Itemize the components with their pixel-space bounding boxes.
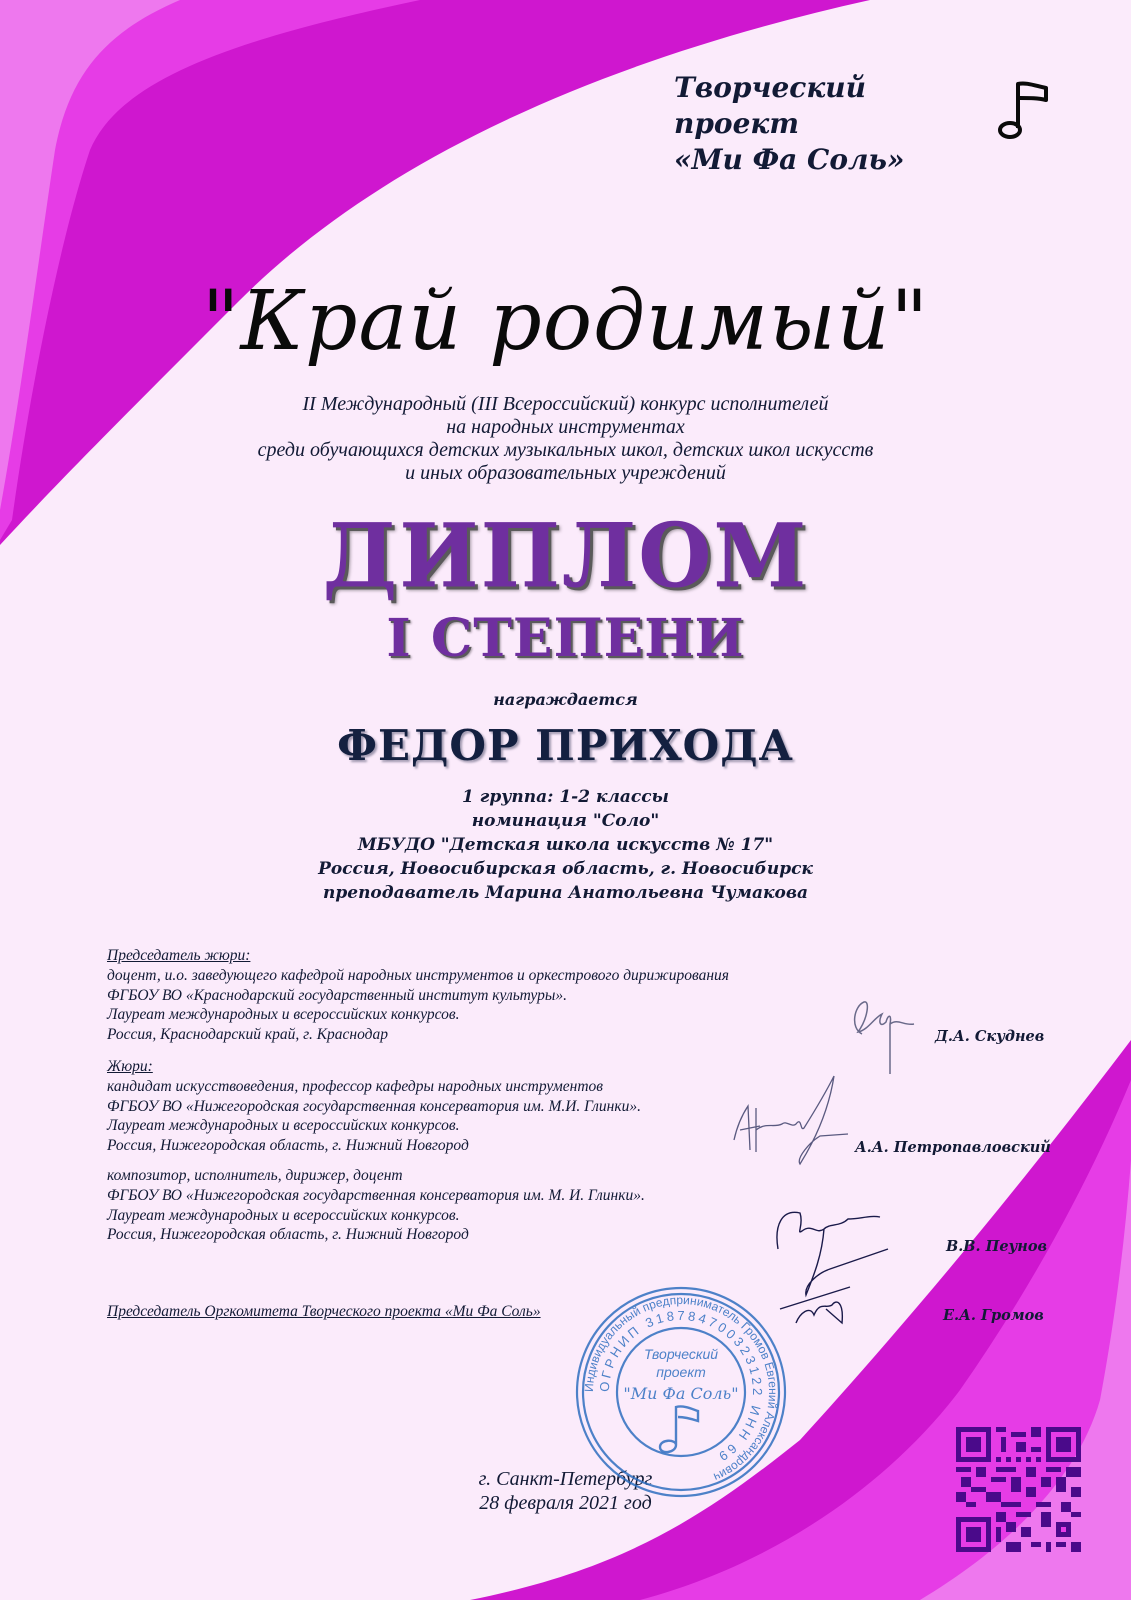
jury-member-2-signer: В.В. Пеунов [946,1238,1048,1255]
recipient-name: ФЕДОР ПРИХОДА [337,721,794,770]
detail-school: МБУДО "Детская школа искусств № 17" [357,835,774,855]
organization-stamp [572,1283,790,1501]
qr-code[interactable] [956,1427,1081,1552]
jury-member-1-signer: А.А. Петропавловский [855,1139,1051,1156]
signature-petropavlovsky [730,1072,850,1172]
stamp-center-line-3: "Ми Фа Соль" [623,1384,739,1403]
jury-member-line: ФГБОУ ВО «Нижегородская государственная консерватория им. М. И. Глинки». [107,1186,645,1204]
detail-location: Россия, Новосибирская область, г. Новосибирск [318,859,813,879]
signature-skudnev [848,988,928,1078]
stamp-center-line-1: Творческий [643,1346,719,1362]
detail-group: 1 группа: 1-2 классы [462,787,669,807]
org-committee-signer: Е.А. Громов [943,1307,1044,1324]
jury-chair-line: Россия, Краснодарский край, г. Краснодар [107,1026,388,1044]
stamp-ring-text: Индивидуальный предприниматель Громов Евгений Александрович [581,1292,781,1485]
footer-city: г. Санкт-Петербург [478,1468,653,1490]
subtitle-line: и иных образовательных учреждений [405,462,726,484]
jury-heading: Жюри: [107,1058,153,1075]
stamp-note-icon [660,1406,698,1452]
stamp-center-line-2: проект [656,1364,706,1380]
jury-chair-signer: Д.А. Скуднев [935,1028,1045,1045]
jury-member-line: ФГБОУ ВО «Нижегородская государственная консерватория им. М.И. Глинки». [107,1097,642,1115]
jury-member-line: композитор, исполнитель, дирижер, доцент [107,1167,403,1184]
music-note-icon [996,76,1052,142]
diploma-heading: ДИПЛОМ [322,503,809,608]
diploma-degree: I СТЕПЕНИ [386,608,745,669]
brand-title [674,70,994,178]
contest-title: "Край родимый" [201,274,930,369]
subtitle-line: среди обучающихся детских музыкальных школ, детских школ искусств [257,439,874,461]
contest-subtitle [0,393,1131,485]
org-committee-heading: Председатель Оргкомитета Творческого проекта «Ми Фа Соль» [107,1303,541,1320]
footer-date: 28 февраля 2021 год [479,1492,652,1514]
jury-chair-line: Лауреат международных и всероссийских конкурсов. [107,1006,460,1024]
jury-chair-line: доцент, и.о. заведующего кафедрой народных инструментов и оркестрового дирижирования [107,966,729,984]
jury-chair-line: ФГБОУ ВО «Краснодарский государственный институт культуры». [107,986,567,1004]
jury-member-line: Россия, Нижегородская область, г. Нижний Новгород [107,1226,469,1244]
jury-chair-heading: Председатель жюри: [107,947,251,964]
jury-member-line: кандидат искусствоведения, профессор кафедры народных инструментов [107,1077,604,1095]
brand-line-1: Творческий проект [674,71,867,140]
recipient-details [0,785,1131,905]
subtitle-line: на народных инструментах [446,416,685,438]
detail-teacher: преподаватель Марина Анатольевна Чумакова [323,883,808,903]
subtitle-line: II Международный (III Всероссийский) конкурс исполнителей [302,393,829,415]
jury-member-line: Лауреат международных и всероссийских конкурсов. [107,1206,460,1224]
jury-member-line: Россия, Нижегородская область, г. Нижний Новгород [107,1137,469,1155]
awarded-label: награждается [493,690,638,709]
brand-line-2: «Ми Фа Соль» [674,143,905,176]
detail-nomination: номинация "Соло" [471,811,660,831]
stamp-ring-numbers: ОГРНИП 318784700323122 ИНН 69 [596,1307,766,1466]
jury-member-line: Лауреат международных и всероссийских конкурсов. [107,1117,460,1135]
